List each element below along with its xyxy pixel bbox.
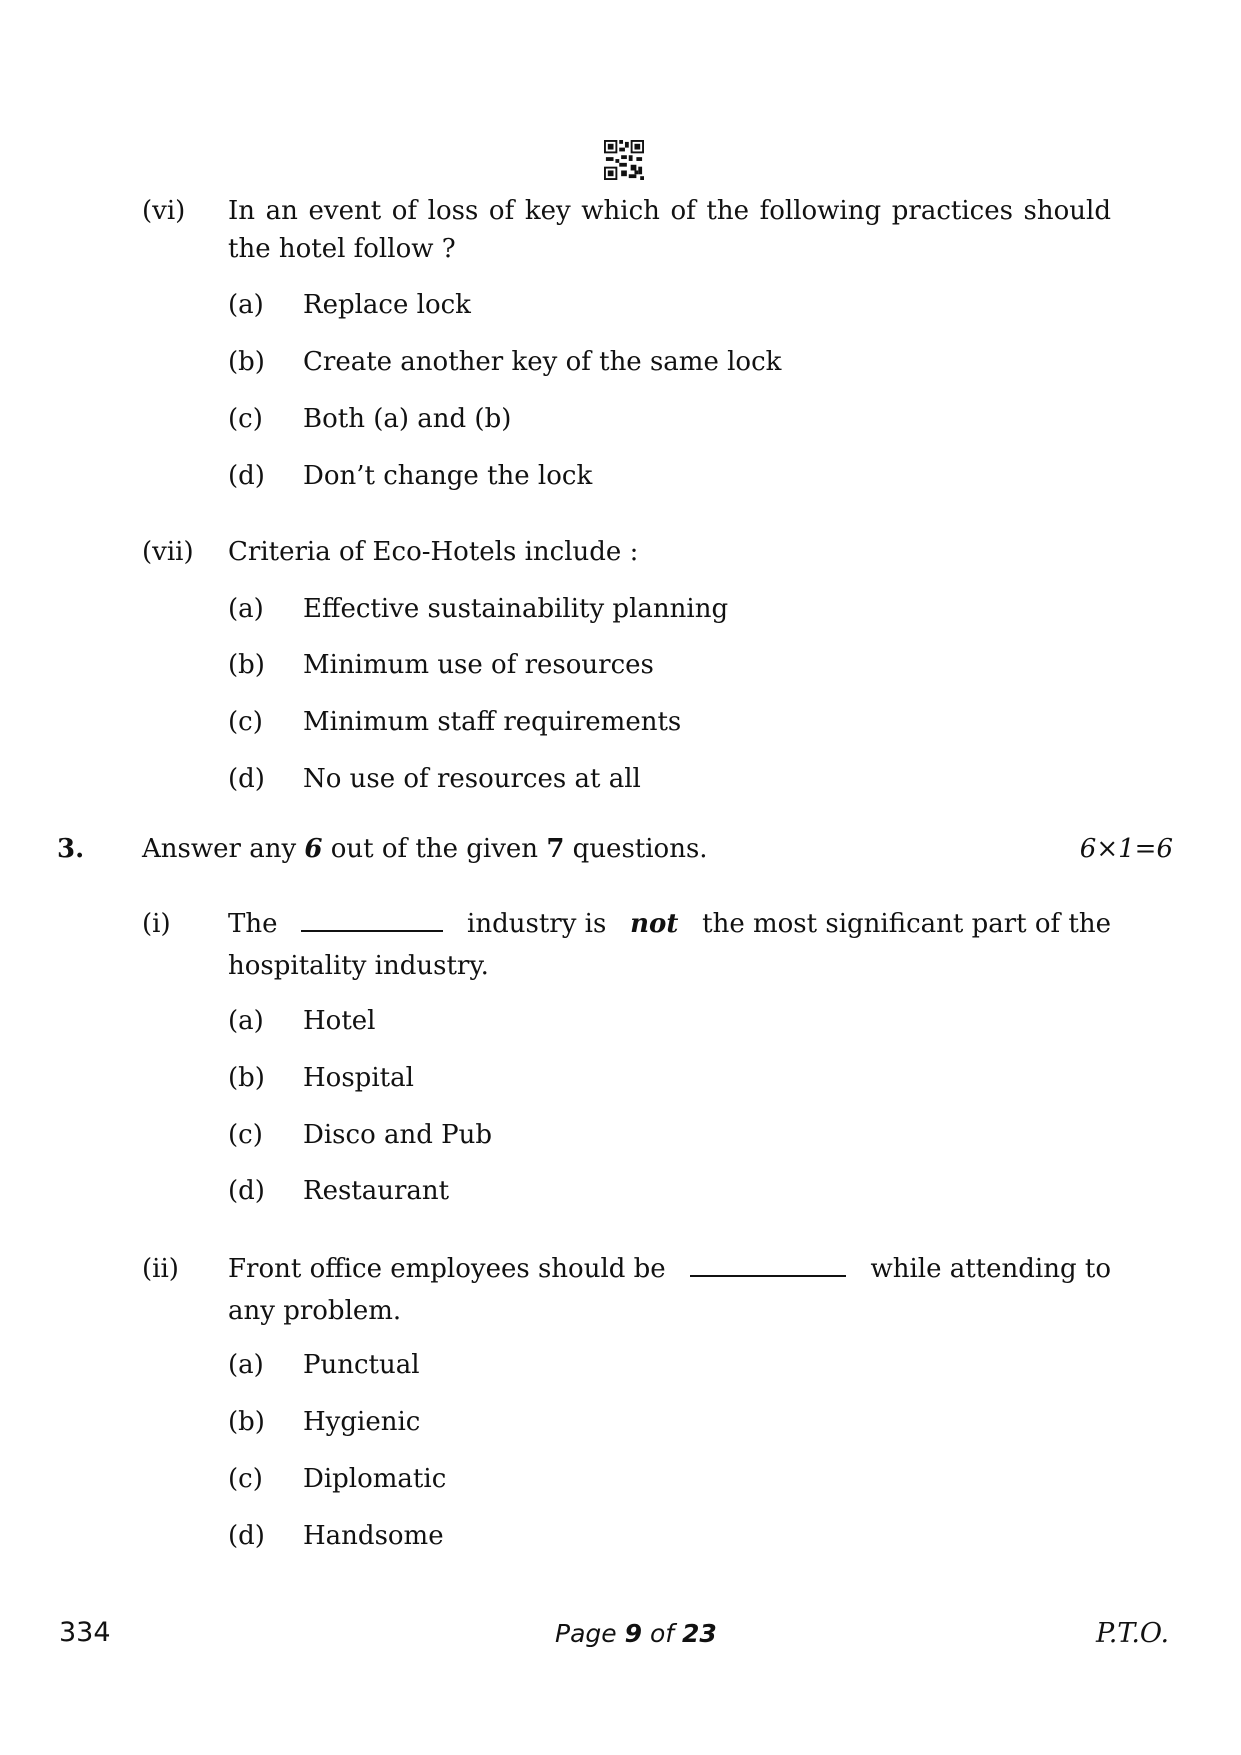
option-text: Replace lock: [303, 290, 471, 320]
question-number: (i): [142, 909, 171, 939]
option-label: (b): [228, 1063, 265, 1093]
option-label: (d): [228, 461, 265, 491]
option-text: Hospital: [303, 1063, 414, 1093]
fill-in-blank: [690, 1274, 846, 1277]
marks-allocation: 6×1=6: [1079, 834, 1173, 864]
question-number: (vii): [142, 537, 194, 567]
option-label: (a): [228, 1350, 264, 1380]
option-text: Disco and Pub: [303, 1120, 493, 1150]
qr-code-icon: [604, 140, 644, 180]
question-text-line: any problem.: [228, 1296, 402, 1326]
question-number: 3.: [57, 834, 85, 864]
option-text: Hotel: [303, 1006, 376, 1036]
option-text: Effective sustainability planning: [303, 594, 729, 624]
option-text: Handsome: [303, 1521, 444, 1551]
option-label: (a): [228, 1006, 264, 1036]
option-text: Hygienic: [303, 1407, 421, 1437]
question-number: (vi): [142, 196, 186, 226]
please-turn-over: P.T.O.: [1096, 1618, 1170, 1649]
option-label: (c): [228, 404, 263, 434]
question-text-line: In an event of loss of key which of the following practices should: [228, 196, 1111, 226]
option-label: (c): [228, 1464, 263, 1494]
option-label: (a): [228, 594, 264, 624]
section-instruction: Answer any 6 out of the given 7 questions.: [142, 834, 708, 864]
option-text: Don’t change the lock: [303, 461, 593, 491]
question-text-line: Front office employees should be while attending to: [228, 1254, 1111, 1284]
option-label: (c): [228, 1120, 263, 1150]
option-text: Create another key of the same lock: [303, 347, 782, 377]
option-text: Diplomatic: [303, 1464, 447, 1494]
option-label: (d): [228, 764, 265, 794]
option-text: No use of resources at all: [303, 764, 641, 794]
option-label: (c): [228, 707, 263, 737]
question-text-line: The industry is not the most significant part of the: [228, 909, 1111, 939]
option-label: (d): [228, 1521, 265, 1551]
option-label: (d): [228, 1176, 265, 1206]
option-text: Both (a) and (b): [303, 404, 512, 434]
option-label: (b): [228, 347, 265, 377]
option-text: Restaurant: [303, 1176, 450, 1206]
question-text-line: the hotel follow ?: [228, 234, 456, 264]
fill-in-blank: [301, 929, 443, 932]
question-number: (ii): [142, 1254, 179, 1284]
option-label: (a): [228, 290, 264, 320]
option-label: (b): [228, 650, 265, 680]
page-indicator: Page 9 of 23: [555, 1619, 717, 1648]
option-label: (b): [228, 1407, 265, 1437]
question-text: Criteria of Eco-Hotels include :: [228, 537, 639, 567]
paper-code: 334: [59, 1617, 111, 1648]
option-text: Punctual: [303, 1350, 420, 1380]
option-text: Minimum staff requirements: [303, 707, 682, 737]
question-text-line: hospitality industry.: [228, 951, 489, 981]
option-text: Minimum use of resources: [303, 650, 654, 680]
